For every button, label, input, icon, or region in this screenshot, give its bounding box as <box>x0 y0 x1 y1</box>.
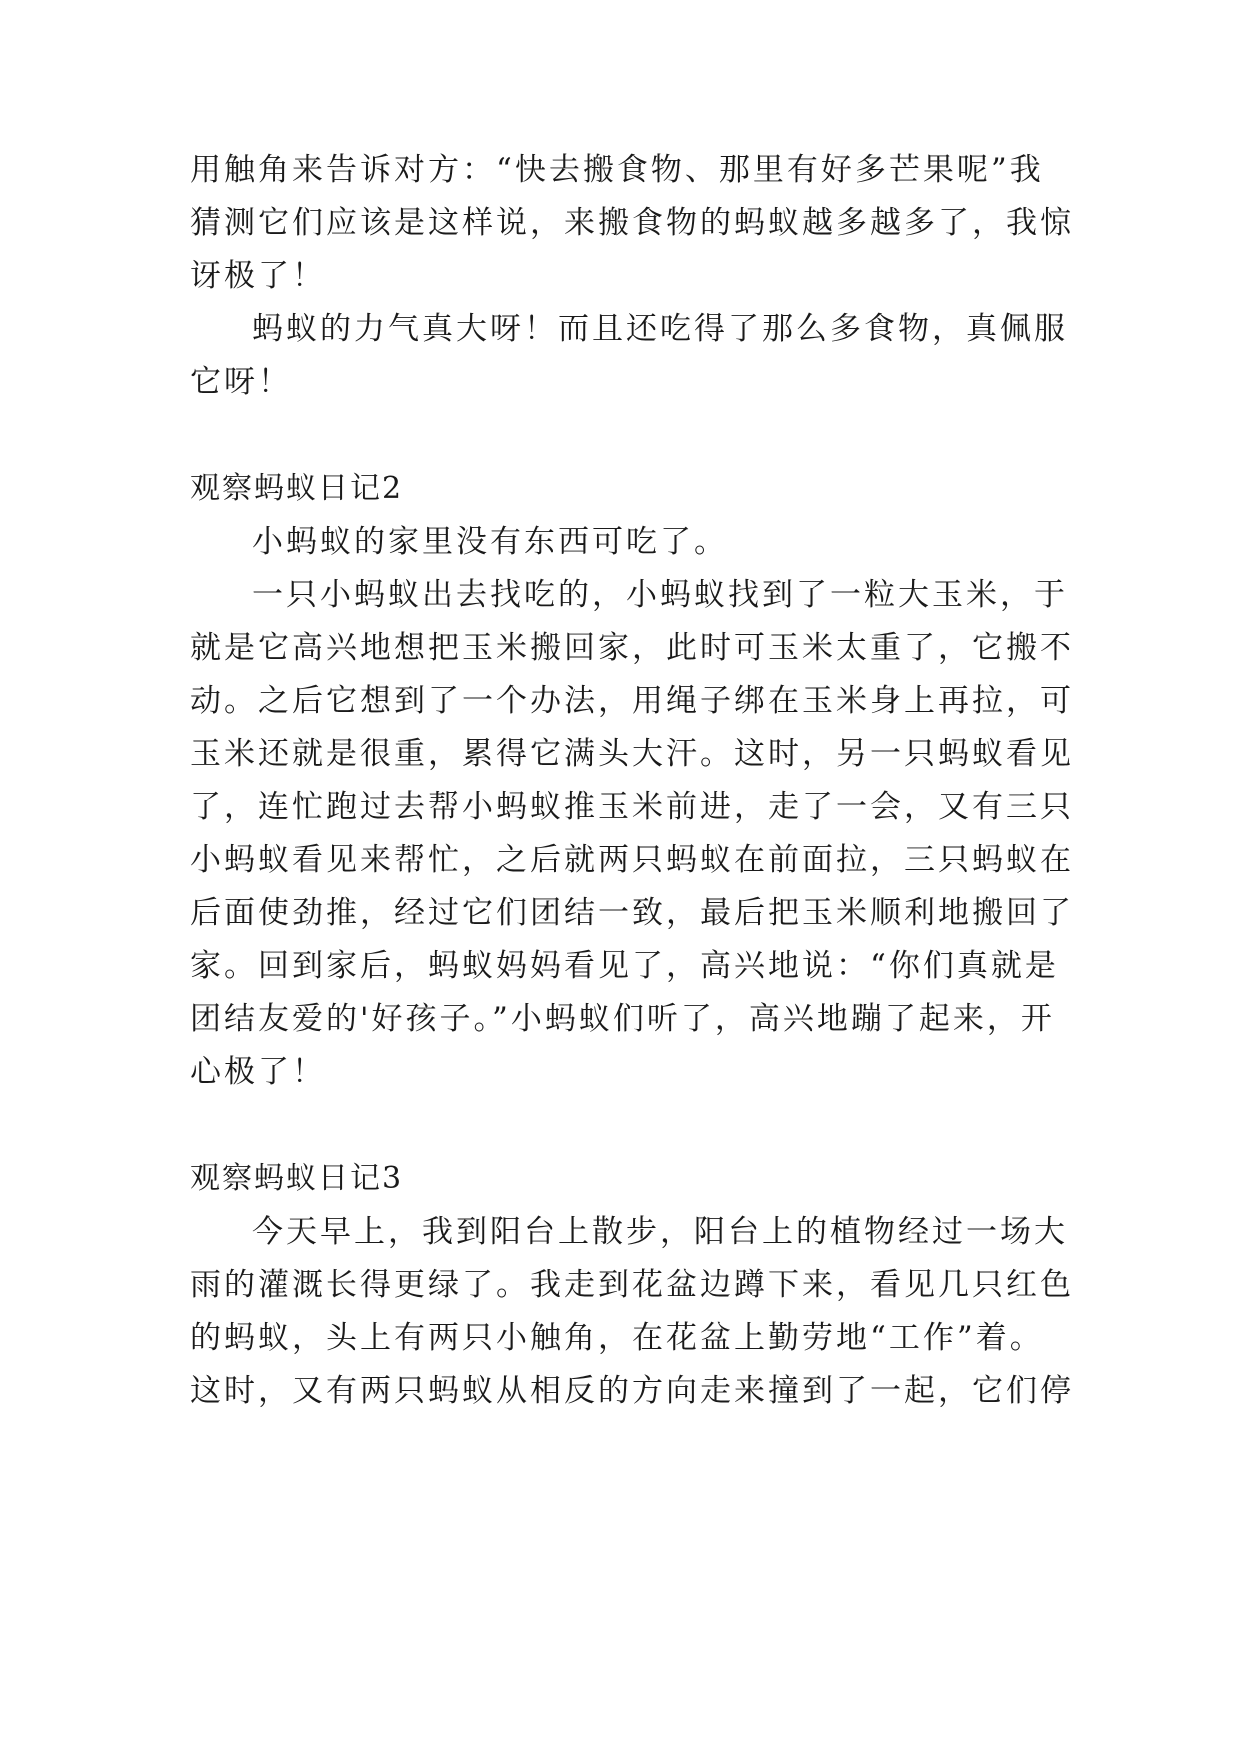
paragraph-line: 猜测它们应该是这样说，来搬食物的蚂蚁越多越多了，我惊 <box>190 205 1074 241</box>
paragraph-line: 的蚂蚁，头上有两只小触角，在花盆上勤劳地“工作”着。 <box>190 1320 1044 1356</box>
paragraph-line: 一只小蚂蚁出去找吃的，小蚂蚁找到了一粒大玉米，于 <box>252 577 1068 613</box>
paragraph-line: 蚂蚁的力气真大呀！而且还吃得了那么多食物，真佩服 <box>252 311 1068 347</box>
paragraph-line: 动。之后它想到了一个办法，用绳子绑在玉米身上再拉，可 <box>190 683 1074 719</box>
paragraph-line: 了，连忙跑过去帮小蚂蚁推玉米前进，走了一会，又有三只 <box>190 789 1074 825</box>
paragraph-line: 雨的灌溉长得更绿了。我走到花盆边蹲下来，看见几只红色 <box>190 1267 1074 1303</box>
paragraph-line: 家。回到家后，蚂蚁妈妈看见了，高兴地说：“你们真就是 <box>190 948 1059 984</box>
paragraph-line: 玉米还就是很重，累得它满头大汗。这时，另一只蚂蚁看见 <box>190 736 1074 772</box>
paragraph-line: 用触角来告诉对方：“快去搬食物、那里有好多芒果呢”我 <box>190 152 1044 188</box>
paragraph-line: 小蚂蚁的家里没有东西可吃了。 <box>252 524 728 560</box>
paragraph-line: 就是它高兴地想把玉米搬回家，此时可玉米太重了，它搬不 <box>190 630 1074 666</box>
paragraph-line: 小蚂蚁看见来帮忙，之后就两只蚂蚁在前面拉，三只蚂蚁在 <box>190 842 1074 878</box>
paragraph-line: 心极了！ <box>190 1054 326 1090</box>
section-title: 观察蚂蚁日记3 <box>190 1161 404 1196</box>
paragraph-line: 后面使劲推，经过它们团结一致，最后把玉米顺利地搬回了 <box>190 895 1074 931</box>
paragraph-line: 讶极了！ <box>190 258 326 294</box>
paragraph-line: 团结友爱的'好孩子。”小蚂蚁们听了，高兴地蹦了起来，开 <box>190 1001 1055 1037</box>
paragraph-line: 今天早上，我到阳台上散步，阳台上的植物经过一场大 <box>252 1214 1068 1250</box>
paragraph-line: 它呀！ <box>190 364 292 400</box>
paragraph-line: 这时，又有两只蚂蚁从相反的方向走来撞到了一起，它们停 <box>190 1373 1074 1409</box>
section-title: 观察蚂蚁日记2 <box>190 471 404 506</box>
